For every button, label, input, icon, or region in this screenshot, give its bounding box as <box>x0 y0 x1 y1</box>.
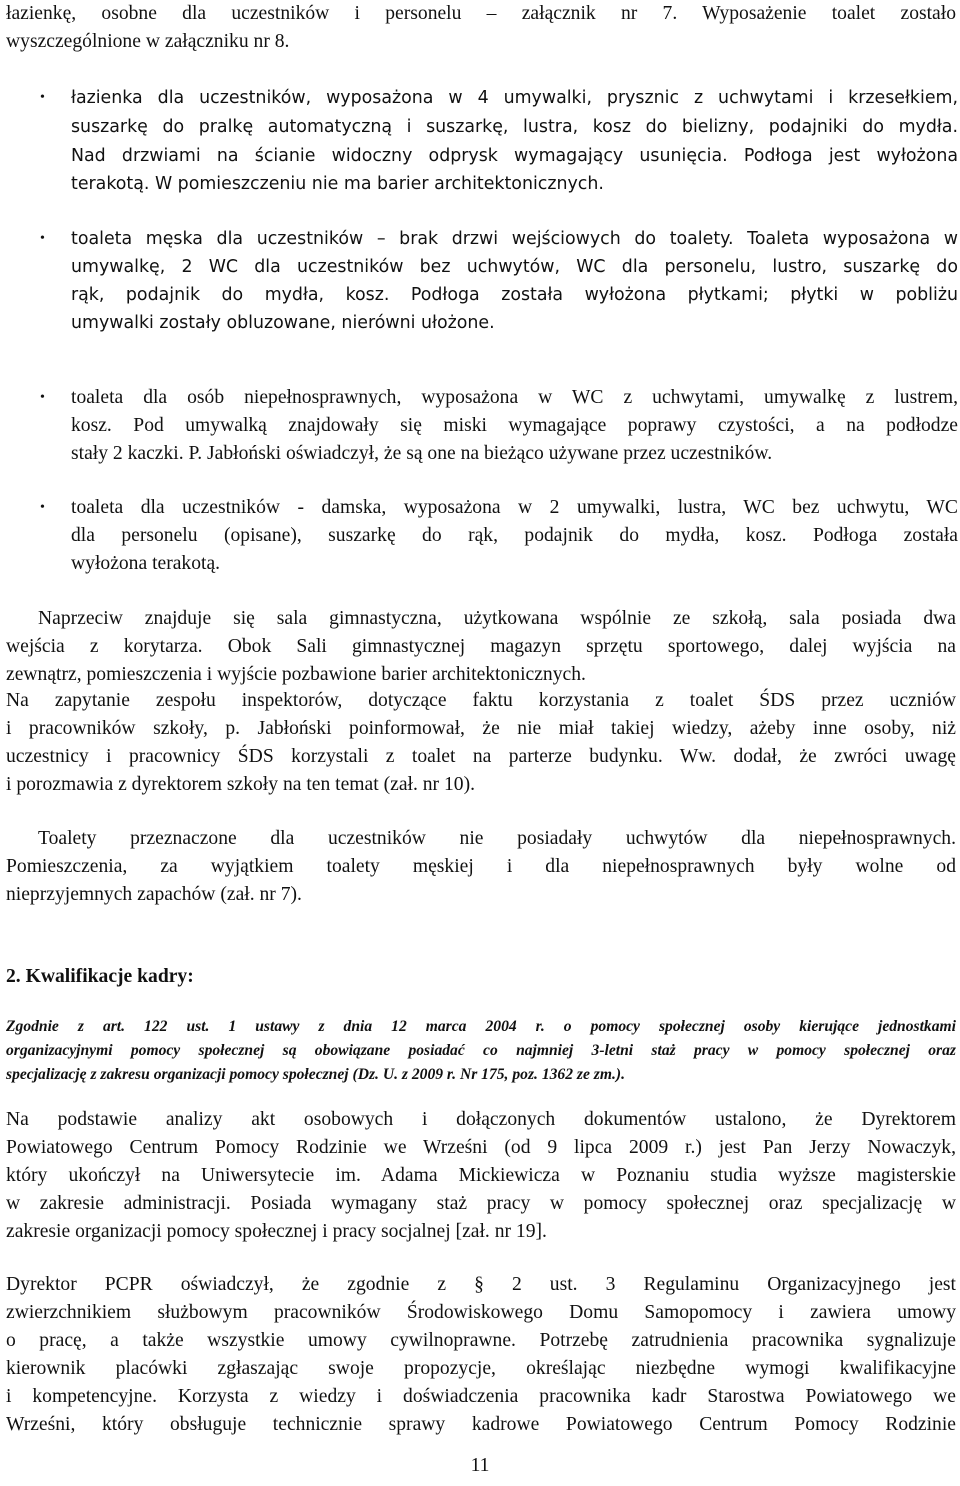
text-line: kosz. Pod umywalką znajdowały się miski wymagające poprawy czystości, a na podłodze <box>71 415 958 436</box>
text-line: umywalkę, 2 WC dla uczestników bez uchwytów, WC dla personelu, lustro, suszarkę do <box>71 257 958 277</box>
text-line: i pracowników szkoły, p. Jabłoński poinformował, że nie miał takiej wiedzy, ażeby inne osoby, niż <box>6 718 956 739</box>
text-line: toaleta dla osób niepełnosprawnych, wyposażona w WC z uchwytami, umywalkę z lustrem, <box>71 387 958 408</box>
text-line: który ukończył na Uniwersytecie im. Adama Mickiewicza w Poznaniu studia wyższe magisterskie <box>6 1165 956 1186</box>
text-line: i kompetencyjne. Korzysta z wiedzy i doświadczenia pracownika kadr Starostwa Powiatowego we <box>6 1386 956 1407</box>
text-line: suszarkę do pralkę automatyczną i suszarkę, lustra, kosz do bielizny, podajniki do mydła. <box>71 117 958 137</box>
text-line: Toalety przeznaczone dla uczestników nie posiadały uchwytów dla niepełnosprawnych. <box>38 828 956 849</box>
text-line: organizacyjnymi pomocy społecznej są obowiązane posiadać co najmniej 3-letni staż pracy w pomocy społecznej oraz <box>6 1042 956 1059</box>
bullet-point: • <box>40 90 45 105</box>
text-line: Pomieszczenia, za wyjątkiem toalety męskiej i dla niepełnosprawnych były wolne od <box>6 856 956 877</box>
bullet-point: • <box>40 231 45 246</box>
text-line: toaleta dla uczestników - damska, wyposażona w 2 umywalki, lustra, WC bez uchwytu, WC <box>71 497 958 518</box>
text-line: w zakresie administracji. Posiada wymagany staż pracy w pomocy społecznej oraz specjalizację w <box>6 1193 956 1214</box>
text-line: łazienka dla uczestników, wyposażona w 4 umywalki, prysznic z uchwytami i krzesełkiem, <box>71 88 958 108</box>
text-line: Na podstawie analizy akt osobowych i dołączonych dokumentów ustalono, że Dyrektorem <box>6 1109 956 1130</box>
text-line: łazienkę, osobne dla uczestników i personelu – załącznik nr 7. Wyposażenie toalet zostało <box>6 3 956 24</box>
text-line: o pracę, a także wszystkie umowy cywilnoprawne. Potrzebę zatrudnienia pracownika sygnalizuje <box>6 1330 956 1351</box>
text-line: uczestnicy i pracownicy ŚDS korzystali z toalet na parterze budynku. Ww. dodał, że zwróci uwagę <box>6 746 956 767</box>
text-line: wejścia z korytarza. Obok Sali gimnastycznej magazyn sprzętu sportowego, dalej wyjścia na <box>6 636 956 657</box>
text-line: kierownik placówki zgłaszając swoje propozycje, określając niezbędne wymogi kwalifikacyjne <box>6 1358 956 1379</box>
text-line: nieprzyjemnych zapachów (zał. nr 7). <box>6 884 302 905</box>
text-line: Na zapytanie zespołu inspektorów, dotyczące faktu korzystania z toalet ŚDS przez uczniów <box>6 690 956 711</box>
text-line: Nad drzwiami na ścianie widoczny odprysk wymagający usunięcia. Podłoga jest wyłożona <box>71 146 958 166</box>
text-line: Naprzeciw znajduje się sala gimnastyczna, użytkowana wspólnie ze szkołą, sala posiada dwa <box>38 608 956 629</box>
text-line: dla personelu (opisane), suszarkę do rąk, podajnik do mydła, kosz. Podłoga została <box>71 525 958 546</box>
bullet-point: • <box>40 390 45 405</box>
text-line: i porozmawia z dyrektorem szkoły na ten temat (zał. nr 10). <box>6 774 475 795</box>
text-line: Powiatowego Centrum Pomocy Rodzinie we Wrześni (od 9 lipca 2009 r.) jest Pan Jerzy Nowaczyk, <box>6 1137 956 1158</box>
text-line: zwierzchnikiem służbowym pracowników Środowiskowego Domu Samopomocy i zawiera umowy <box>6 1302 956 1323</box>
text-line: terakotą. W pomieszczeniu nie ma barier architektonicznych. <box>71 174 604 194</box>
text-line: zewnątrz, pomieszczenia i wyjście pozbawione barier architektonicznych. <box>6 664 586 685</box>
page-number: 11 <box>470 1455 490 1476</box>
text-line: Dyrektor PCPR oświadczył, że zgodnie z § 2 ust. 3 Regulaminu Organizacyjnego jest <box>6 1274 956 1295</box>
text-line: zakresie organizacji pomocy społecznej i pracy socjalnej [zał. nr 19]. <box>6 1221 547 1242</box>
text-line: rąk, podajnik do mydła, kosz. Podłoga została wyłożona płytkami; płytki w pobliżu <box>71 285 958 305</box>
text-line: stały 2 kaczki. P. Jabłoński oświadczył, że są one na bieżąco używane przez uczestników. <box>71 443 773 464</box>
text-line: umywalki zostały obluzowane, nierówni ułożone. <box>71 313 495 333</box>
text-line: wyszczególnione w załączniku nr 8. <box>6 31 290 52</box>
text-line: specjalizację z zakresu organizacji pomocy społecznej (Dz. U. z 2009 r. Nr 175, poz. 1362 ze zm.). <box>6 1066 625 1083</box>
text-line: Wrześni, który obsługuje technicznie sprawy kadrowe Powiatowego Centrum Pomocy Rodzinie <box>6 1414 956 1435</box>
text-line: toaleta męska dla uczestników – brak drzwi wejściowych do toalety. Toaleta wyposażona w <box>71 229 958 249</box>
text-line: Zgodnie z art. 122 ust. 1 ustawy z dnia 12 marca 2004 r. o pomocy społecznej osoby kierujące jednostkami <box>6 1018 956 1035</box>
section-heading: 2. Kwalifikacje kadry: <box>6 966 194 987</box>
bullet-point: • <box>40 500 45 515</box>
text-line: wyłożona terakotą. <box>71 553 221 574</box>
